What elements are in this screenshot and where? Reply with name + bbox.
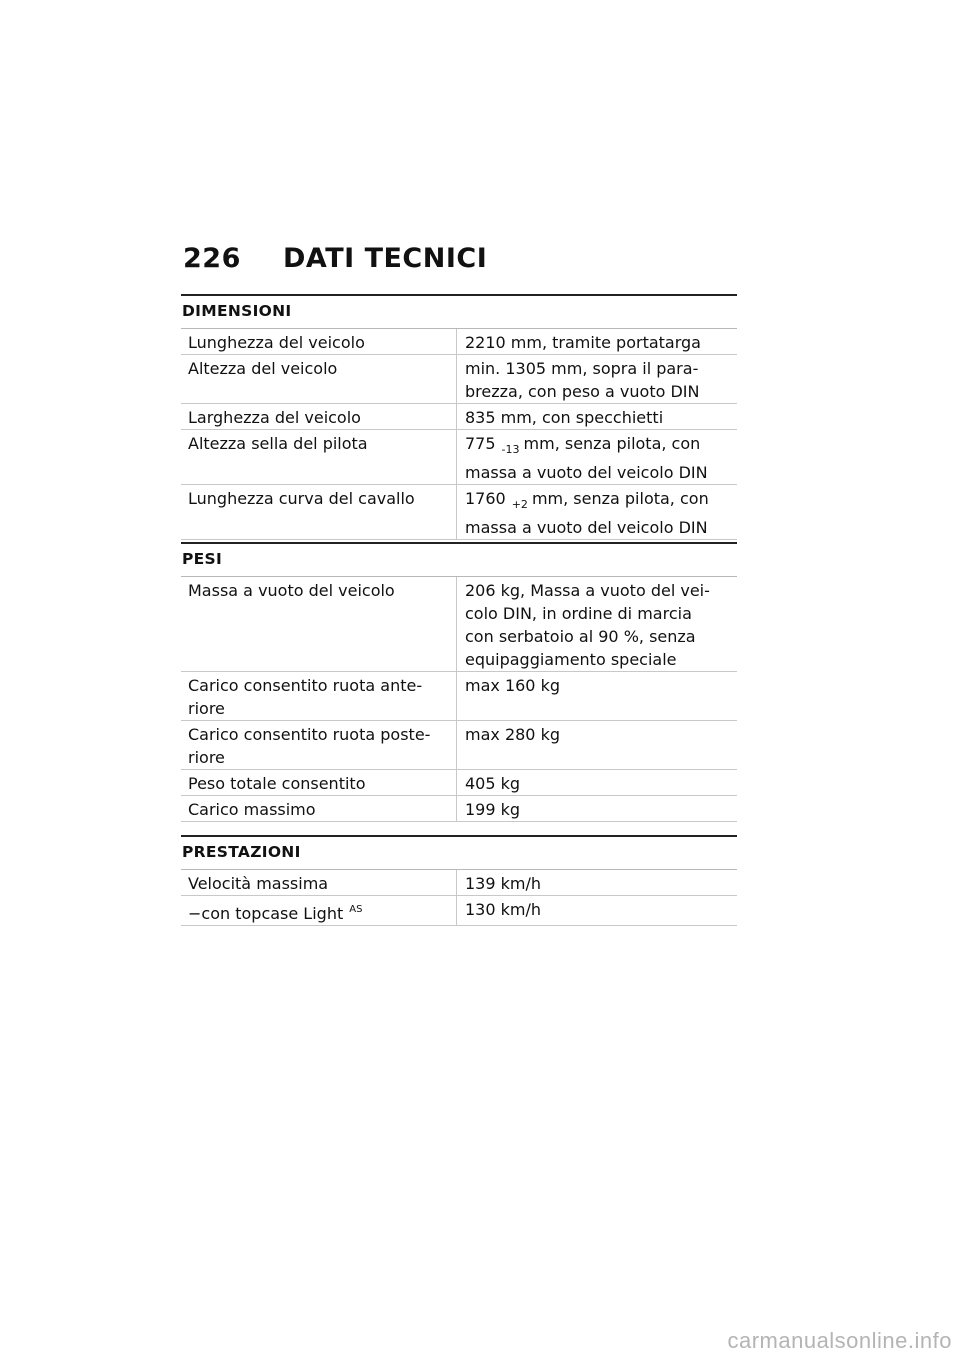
row-label (181, 896, 457, 925)
section-title: PESI (181, 544, 737, 577)
table-row (181, 870, 737, 896)
table-row (181, 404, 737, 430)
row-value: max 280 kg (465, 725, 560, 744)
row-label: Lunghezza curva del cavallo (181, 485, 457, 539)
tolerance-subscript: -13 (501, 443, 520, 456)
row-label: Carico consentito ruota ante- riore (181, 672, 457, 720)
row-value: 130 km/h (465, 900, 542, 919)
row-label: Carico consentito ruota poste- riore (181, 721, 457, 769)
table-row (181, 430, 737, 485)
row-label: Lunghezza del veicolo (181, 329, 457, 354)
page-title: DATI TECNICI (283, 243, 488, 274)
row-value: min. 1305 mm, sopra il para- brezza, con peso a vuoto DIN (465, 359, 700, 401)
tolerance-subscript: +2 (511, 498, 528, 511)
row-label: Massa a vuoto del veicolo (181, 577, 457, 671)
table-row (181, 672, 737, 721)
page-header (183, 243, 487, 274)
row-value: 405 kg (465, 774, 521, 793)
value-number: 775 (465, 434, 496, 453)
row-value: max 160 kg (465, 676, 560, 695)
row-label: Altezza del veicolo (181, 355, 457, 403)
row-label: Altezza sella del pilota (181, 430, 457, 484)
label-superscript: AS (349, 904, 363, 915)
label-text: −con topcase Light (188, 904, 344, 923)
row-label: Peso totale consentito (181, 770, 457, 795)
row-value: 835 mm, con specchietti (465, 408, 664, 427)
row-value: 199 kg (465, 800, 521, 819)
row-label: Larghezza del veicolo (181, 404, 457, 429)
row-value (457, 430, 737, 484)
table-row (181, 355, 737, 404)
value-rest: mm, senza pilota, con massa a vuoto del veicolo DIN (465, 434, 708, 482)
row-value (457, 485, 737, 539)
table-row (181, 770, 737, 796)
table-row (181, 721, 737, 770)
value-number: 1760 (465, 489, 506, 508)
value-rest: mm, senza pilota, con massa a vuoto del veicolo DIN (465, 489, 709, 537)
row-value: 139 km/h (465, 874, 542, 893)
table-row (181, 796, 737, 822)
section-title: DIMENSIONI (181, 296, 737, 329)
table-row (181, 577, 737, 672)
page-number: 226 (183, 243, 241, 274)
section-pesi (181, 542, 737, 822)
table-row (181, 329, 737, 355)
row-value: 206 kg, Massa a vuoto del vei- colo DIN, in ordine di marcia con serbatoio al 90 %, senza equipaggiamento speciale (465, 581, 710, 669)
row-label: Carico massimo (181, 796, 457, 821)
table-row (181, 485, 737, 540)
section-dimensioni (181, 294, 737, 540)
row-value: 2210 mm, tramite portatarga (465, 333, 701, 352)
row-label: Velocità massima (181, 870, 457, 895)
table-row (181, 896, 737, 926)
watermark: carmanualsonline.info (727, 1328, 952, 1353)
section-title: PRESTAZIONI (181, 837, 737, 870)
section-prestazioni (181, 835, 737, 926)
